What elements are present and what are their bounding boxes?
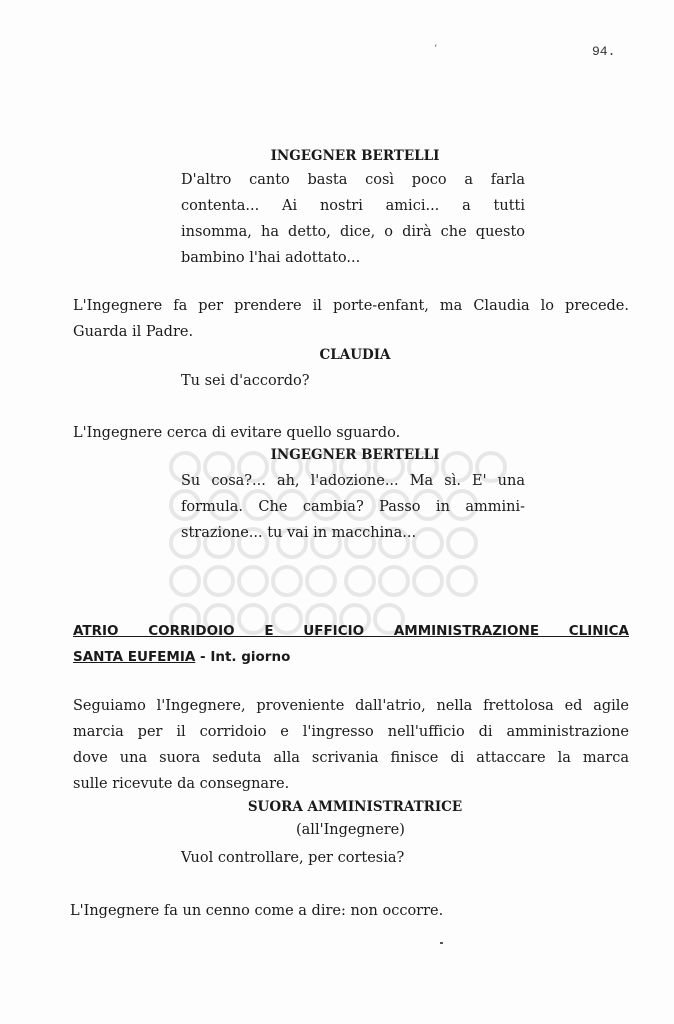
action-line: Guarda il Padre.: [73, 324, 194, 340]
action-line: dove una suora seduta alla scrivania finisce di attaccare la marca: [73, 750, 629, 766]
parenthetical: (all'Ingegnere): [296, 822, 405, 838]
dialogue-line: Tu sei d'accordo?: [181, 373, 310, 389]
stray-dot: [440, 942, 443, 944]
dialogue-line: insomma, ha detto, dice, o dirà che questo: [181, 224, 525, 240]
dialogue-line: strazione... tu vai in macchina...: [181, 525, 417, 541]
scene-location: SANTA EUFEMIA: [73, 649, 196, 665]
dialogue-line: Su cosa?... ah, l'adozione... Ma sì. E' una: [181, 473, 525, 489]
action-line: L'Ingegnere cerca di evitare quello sguardo.: [73, 425, 401, 441]
action-paragraph: [70, 898, 626, 924]
dialogue-line: D'altro canto basta così poco a farla: [181, 172, 525, 188]
speaker-name: INGEGNER BERTELLI: [270, 447, 440, 463]
scene-heading-line: [73, 644, 629, 670]
action-line: L'Ingegnere fa un cenno come a dire: non occorre.: [70, 903, 444, 919]
dialogue-line: Vuol controllare, per cortesia?: [181, 850, 405, 866]
dialogue: [181, 468, 525, 546]
scene-time: - Int. giorno: [195, 649, 291, 665]
action-line: sulle ricevute da consegnare.: [73, 776, 290, 792]
action-paragraph: [73, 420, 629, 446]
dialogue-line: contenta... Ai nostri amici... a tutti: [181, 198, 525, 214]
scene-heading-line: ATRIO CORRIDOIO E UFFICIO AMMINISTRAZIONE CLINICA: [73, 623, 629, 639]
action-paragraph: [73, 693, 629, 797]
speaker-name: SUORA AMMINISTRATRICE: [247, 799, 463, 815]
speaker-name: CLAUDIA: [319, 347, 391, 363]
action-line: marcia per il corridoio e l'ingresso nell'ufficio di amministrazione: [73, 724, 629, 740]
action-line: Seguiamo l'Ingegnere, proveniente dall'atrio, nella frettolosa ed agile: [73, 698, 629, 714]
page-number: 94.: [592, 44, 616, 59]
scene-heading: [73, 618, 629, 670]
dialogue-line: bambino l'hai adottato...: [181, 250, 361, 266]
dialogue: [181, 368, 525, 394]
action-paragraph: [73, 293, 629, 345]
dialogue-line: formula. Che cambia? Passo in ammini-: [181, 499, 525, 515]
dialogue: [181, 167, 525, 271]
speaker-name: INGEGNER BERTELLI: [270, 148, 440, 164]
stray-mark: ’: [434, 44, 438, 55]
dialogue: [181, 845, 525, 871]
action-line: L'Ingegnere fa per prendere il porte-enfant, ma Claudia lo precede.: [73, 298, 629, 314]
